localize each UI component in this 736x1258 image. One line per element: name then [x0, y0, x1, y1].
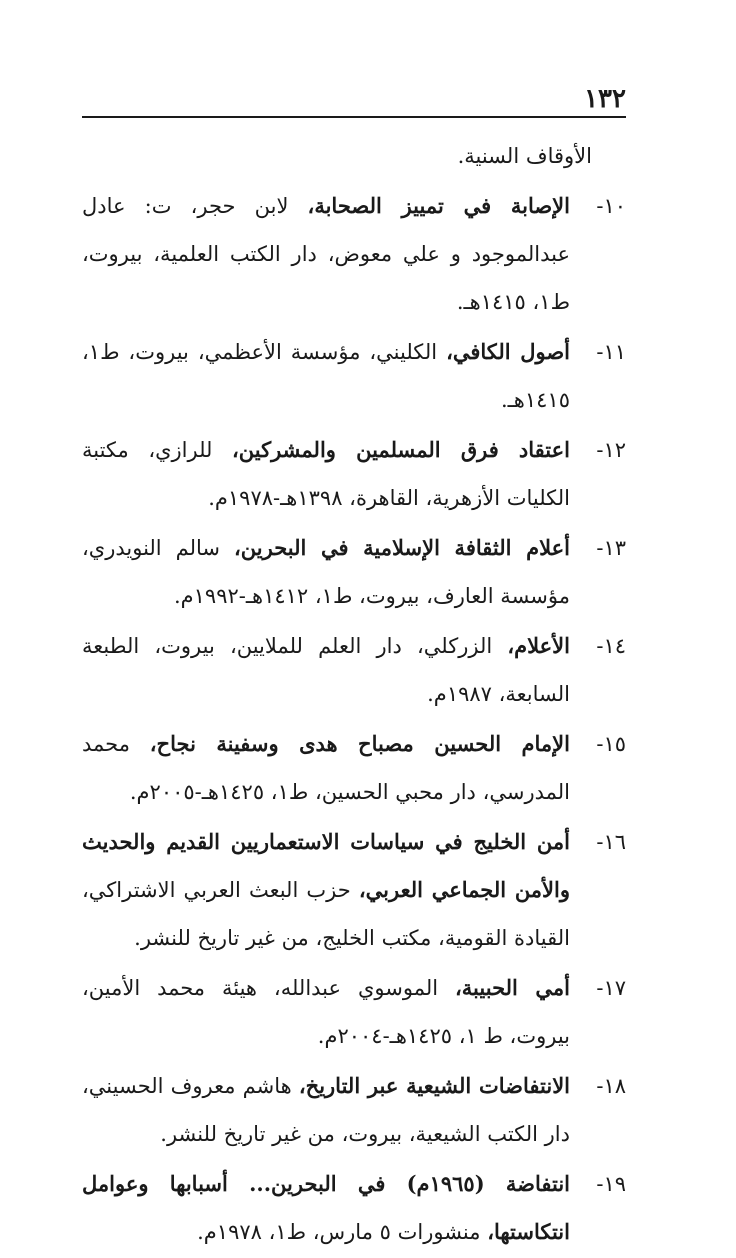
bibliography-list — [82, 132, 626, 1258]
entry-number: ١٢- — [596, 438, 626, 462]
bibliography-entry — [82, 426, 626, 522]
entry-details: حزب البعث العربي الاشتراكي، القيادة القومية، مكتب الخليج، من غير تاريخ للنشر. — [82, 878, 570, 950]
entry-title: أصول الكافي، — [446, 339, 570, 364]
entry-details: سالم النويدري، مؤسسة العارف، بيروت، ط١، ١٤١٢هـ-١٩٩٢م. — [82, 536, 570, 608]
bibliography-entry — [82, 1160, 626, 1256]
bibliography-entry — [82, 524, 626, 620]
entry-title: أعلام الثقافة الإسلامية في البحرين، — [234, 535, 570, 560]
entry-title: انتفاضة (١٩٦٥م) في البحرين... أسبابها وعوامل انتكاستها، — [82, 1171, 571, 1244]
entry-number: ١١- — [596, 340, 626, 364]
entry-title: اعتقاد فرق المسلمين والمشركين، — [232, 437, 570, 462]
entry-details: منشورات ٥ مارس، ط١، ١٩٧٨م. — [197, 1220, 488, 1244]
bibliography-entry — [82, 964, 626, 1060]
entry-title: أمن الخليج في سياسات الاستعماريين القديم والحديث والأمن الجماعي العربي، — [82, 829, 571, 902]
entry-number: ١٧- — [596, 976, 626, 1000]
entry-details: الموسوي عبدالله، هيئة محمد الأمين، بيروت، ط ١، ١٤٢٥هـ-٢٠٠٤م. — [82, 976, 570, 1048]
entry-details: هاشم معروف الحسيني، دار الكتب الشيعية، بيروت، من غير تاريخ للنشر. — [82, 1074, 570, 1146]
continuation-text: الأوقاف السنية. — [457, 144, 592, 168]
entry-title: الإصابة في تمييز الصحابة، — [307, 193, 570, 218]
entry-title: الأعلام، — [507, 633, 570, 658]
entry-number: ١٩- — [596, 1172, 626, 1196]
bibliography-entry — [82, 720, 626, 816]
entry-title: الإمام الحسين مصباح هدى وسفينة نجاح، — [149, 731, 570, 756]
bibliography-entry — [82, 622, 626, 718]
entry-details: محمد المدرسي، دار محبي الحسين، ط١، ١٤٢٥هـ-٢٠٠٥م. — [82, 732, 570, 804]
entry-details: الزركلي، دار العلم للملايين، بيروت، الطبعة السابعة، ١٩٨٧م. — [82, 634, 570, 706]
page-number: ١٣٢ — [584, 84, 626, 114]
page-header — [82, 82, 626, 118]
bibliography-entry — [82, 182, 626, 326]
bibliography-entry — [82, 328, 626, 424]
entry-number: ١٣- — [596, 536, 626, 560]
entry-number: ١٨- — [596, 1074, 626, 1098]
entry-details: لابن حجر، ت: عادل عبدالموجود و علي معوض، دار الكتب العلمية، بيروت، ط١، ١٤١٥هـ. — [82, 194, 570, 314]
entry-title: الانتفاضات الشيعية عبر التاريخ، — [298, 1073, 570, 1098]
entry-details: للرازي، مكتبة الكليات الأزهرية، القاهرة، ١٣٩٨هـ-١٩٧٨م. — [82, 438, 570, 510]
entry-title: أمي الحبيبة، — [455, 975, 571, 1000]
bibliography-entry — [82, 1062, 626, 1158]
bibliography-entry — [82, 818, 626, 962]
entry-number: ١٠- — [596, 194, 626, 218]
entry-number: ١٥- — [596, 732, 626, 756]
entry-number: ١٦- — [596, 830, 626, 854]
entry-number: ١٤- — [596, 634, 626, 658]
entry-details: الكليني، مؤسسة الأعظمي، بيروت، ط١، ١٤١٥هـ. — [82, 340, 570, 412]
